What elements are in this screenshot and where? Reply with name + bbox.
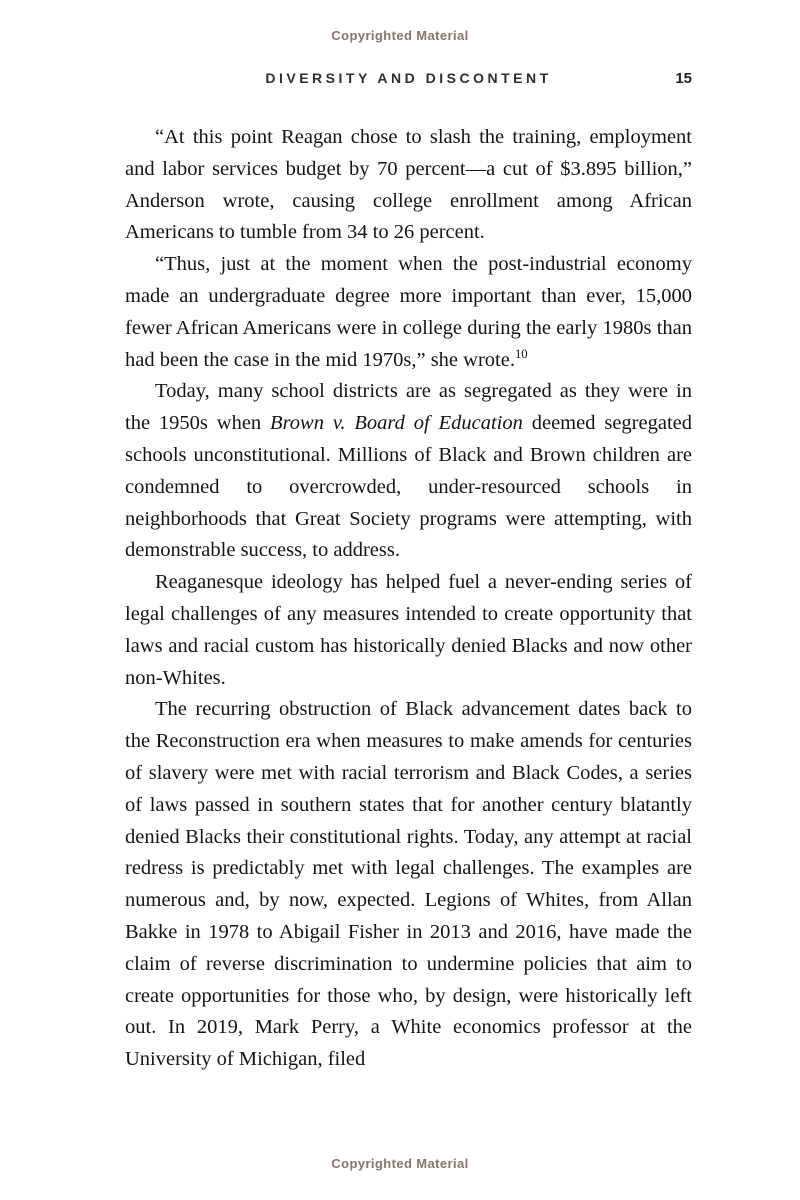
body-text-run: deemed segregated schools unconstitutional. Millions of Black and Brown children are condemned to overcrowded, under-resourced schools in neighborhoods that Great Society programs were attempting, with demonstrable success, to address. [125, 412, 692, 562]
copyright-notice-bottom: Copyrighted Material [331, 1156, 469, 1171]
footnote-marker: 10 [514, 346, 528, 361]
body-text-run: “Thus, just at the moment when the post-industrial economy made an undergraduate degree more important than ever, 15,000 fewer African Americans were in college during the early 1980s than had been the case in the mid 1970s,” she wrote. [125, 253, 692, 371]
page-body [125, 122, 692, 1076]
page-number: 15 [675, 70, 692, 87]
paragraph [125, 567, 692, 694]
body-text-run: Reaganesque ideology has helped fuel a never-ending series of legal challenges of any measures intended to create opportunity that laws and racial custom has historically denied Blacks and now other non-Whites. [125, 571, 692, 689]
paragraph [125, 376, 692, 567]
body-text-run: The recurring obstruction of Black advancement dates back to the Reconstruction era when measures to make amends for centuries of slavery were met with racial terrorism and Black Codes, a series of laws passed in southern states that for another century blatantly denied Blacks their constitutional rights. Today, any attempt at racial redress is predictably met with legal challenges. The examples are numerous and, by now, expected. Legions of Whites, from Allan Bakke in 1978 to Abigail Fisher in 2013 and 2016, have made the claim of reverse discrimination to undermine policies that aim to create opportunities for those who, by design, were historically left out. In 2019, Mark Perry, a White economics professor at the University of Michigan, filed [125, 698, 692, 1071]
copyright-notice-top: Copyrighted Material [331, 28, 469, 43]
paragraph [125, 122, 692, 249]
running-head-title: DIVERSITY AND DISCONTENT [265, 70, 552, 86]
running-header [125, 70, 692, 90]
body-text-run: “At this point Reagan chose to slash the training, employment and labor services budget by 70 percent—a cut of $3.895 billion,” Anderson wrote, causing college enrollment among African Americans to tumble from 34 to 26 percent. [125, 126, 692, 244]
paragraph [125, 694, 692, 1076]
body-text-run: Today, many school districts are as segregated as they were in the 1950s when [125, 380, 692, 435]
paragraph [125, 249, 692, 376]
italic-text: Brown v. Board of Education [270, 412, 523, 435]
